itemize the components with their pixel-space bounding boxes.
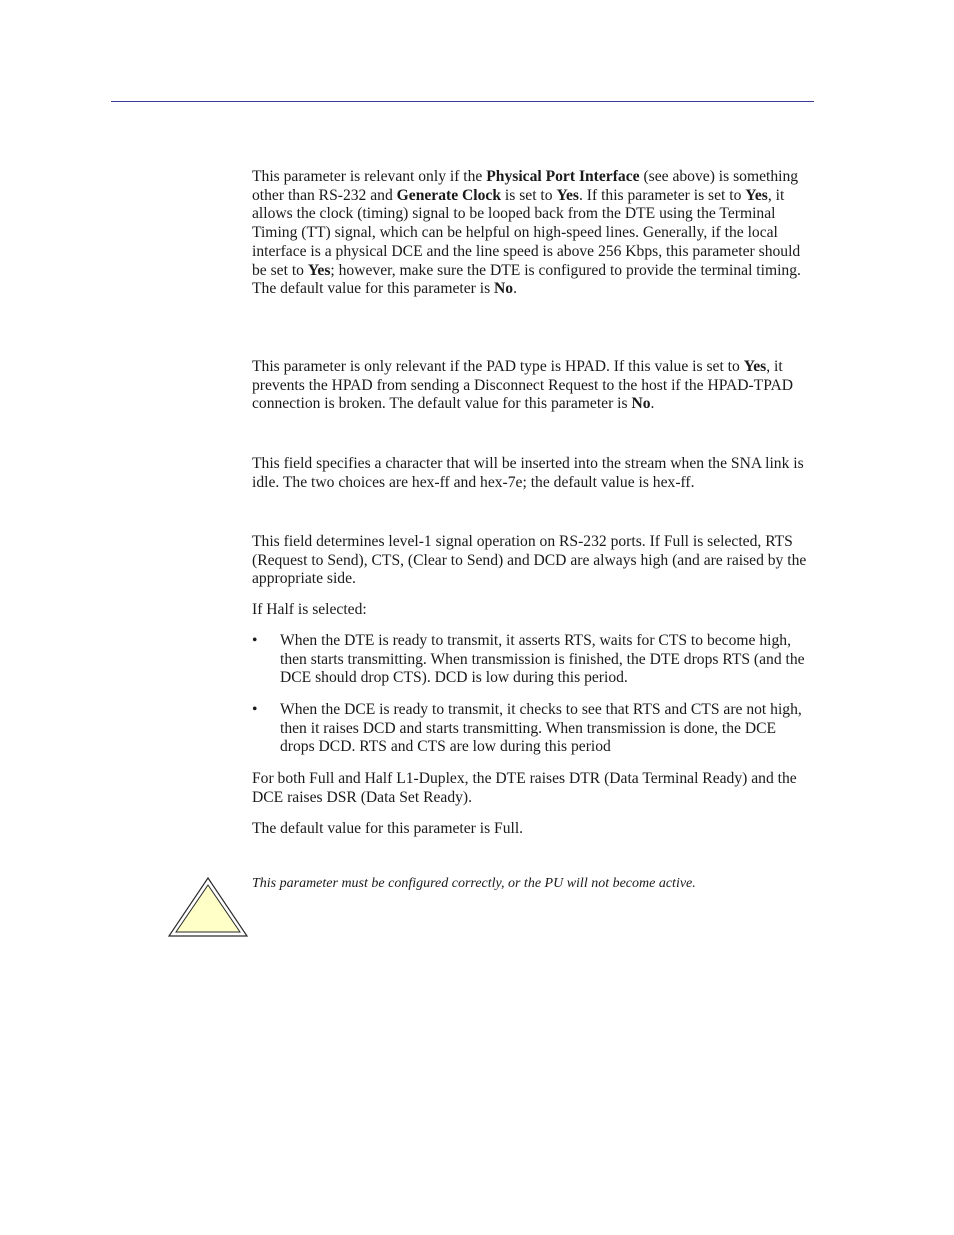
l1-duplex-text: This field determines level-1 signal operation on RS-232 ports. If Full is selected, RTS (Request to Send), CTS, (Clear to Send) and DCD are always high (and are raised by the appropriate side. bbox=[252, 533, 807, 588]
idle-character-text: This field specifies a character that will be inserted into the stream when the SNA link is idle. The two choices are hex-ff and hex-7e; the default value is hex-ff. bbox=[252, 455, 804, 491]
bold-yes: Yes bbox=[745, 186, 768, 204]
bold-yes: Yes bbox=[743, 358, 767, 375]
bullet-icon: • bbox=[252, 632, 258, 649]
list-item-text: When the DCE is ready to transmit, it checks to see that RTS and CTS are not high, then it raises DCD and starts transmitting. When transmission is done, the DCE drops DCD. RTS and CTS are low during this period bbox=[280, 701, 802, 756]
bold-yes: Yes bbox=[307, 261, 331, 279]
caution-note: This parameter must be configured correctly, or the PU will not become active. bbox=[252, 876, 696, 891]
paragraph-clock-loopback bbox=[252, 168, 814, 299]
text-run: . bbox=[513, 280, 518, 298]
list-item-text: When the DTE is ready to transmit, it asserts RTS, waits for CTS to become high, then starts transmitting. When transmission is finished, the DTE drops RTS (and the DCE should drop CTS). DCD is low during this period. bbox=[280, 632, 805, 687]
text-run: This parameter is only relevant if the PAD type is HPAD. If this value is set to bbox=[252, 358, 744, 375]
bold-generate-clock: Generate Clock bbox=[396, 186, 502, 204]
bullet-icon: • bbox=[252, 701, 258, 718]
paragraph-hpad-disconnect bbox=[252, 358, 814, 414]
header-rule bbox=[111, 101, 814, 102]
paragraph-idle-character bbox=[252, 455, 814, 492]
text-run: is set to bbox=[501, 186, 557, 204]
dtr-dsr-text: For both Full and Half L1-Duplex, the DTE raises DTR (Data Terminal Ready) and the DCE raises DSR (Data Set Ready). bbox=[252, 770, 797, 806]
paragraph-default-full bbox=[252, 820, 814, 839]
text-run: , it prevents the HPAD from sending a Disconnect Request to the host if the HPAD-TPAD connection is broken. The default value for this parameter is bbox=[252, 358, 793, 413]
paragraph-l1-duplex bbox=[252, 533, 814, 589]
caution-triangle-icon bbox=[167, 876, 249, 938]
bold-no: No bbox=[631, 395, 651, 413]
text-run: , it allows the clock (timing) signal to be looped back from the DTE using the Terminal Timing (TT) signal, which can be helpful on high-speed lines. Generally, if the local interface is a physical DCE and the line speed is above 256 Kbps, this parameter should be set to bbox=[252, 186, 801, 279]
text-run: . bbox=[650, 395, 655, 413]
text-run: . If this parameter is set to bbox=[579, 186, 746, 204]
if-half-text: If Half is selected: bbox=[252, 601, 367, 618]
default-full-text: The default value for this parameter is Full. bbox=[252, 820, 524, 837]
bold-yes: Yes bbox=[556, 186, 579, 204]
paragraph-dtr-dsr bbox=[252, 770, 814, 807]
text-run: This parameter is relevant only if the bbox=[252, 168, 487, 185]
bold-physical-port-interface: Physical Port Interface bbox=[486, 168, 640, 185]
text-run: (see above) is something other than RS-232 and bbox=[252, 168, 799, 204]
text-run: ; however, make sure the DTE is configured to provide the terminal timing. The default value for this parameter is bbox=[252, 261, 801, 298]
bold-no: No bbox=[494, 280, 514, 298]
paragraph-if-half bbox=[252, 601, 814, 620]
